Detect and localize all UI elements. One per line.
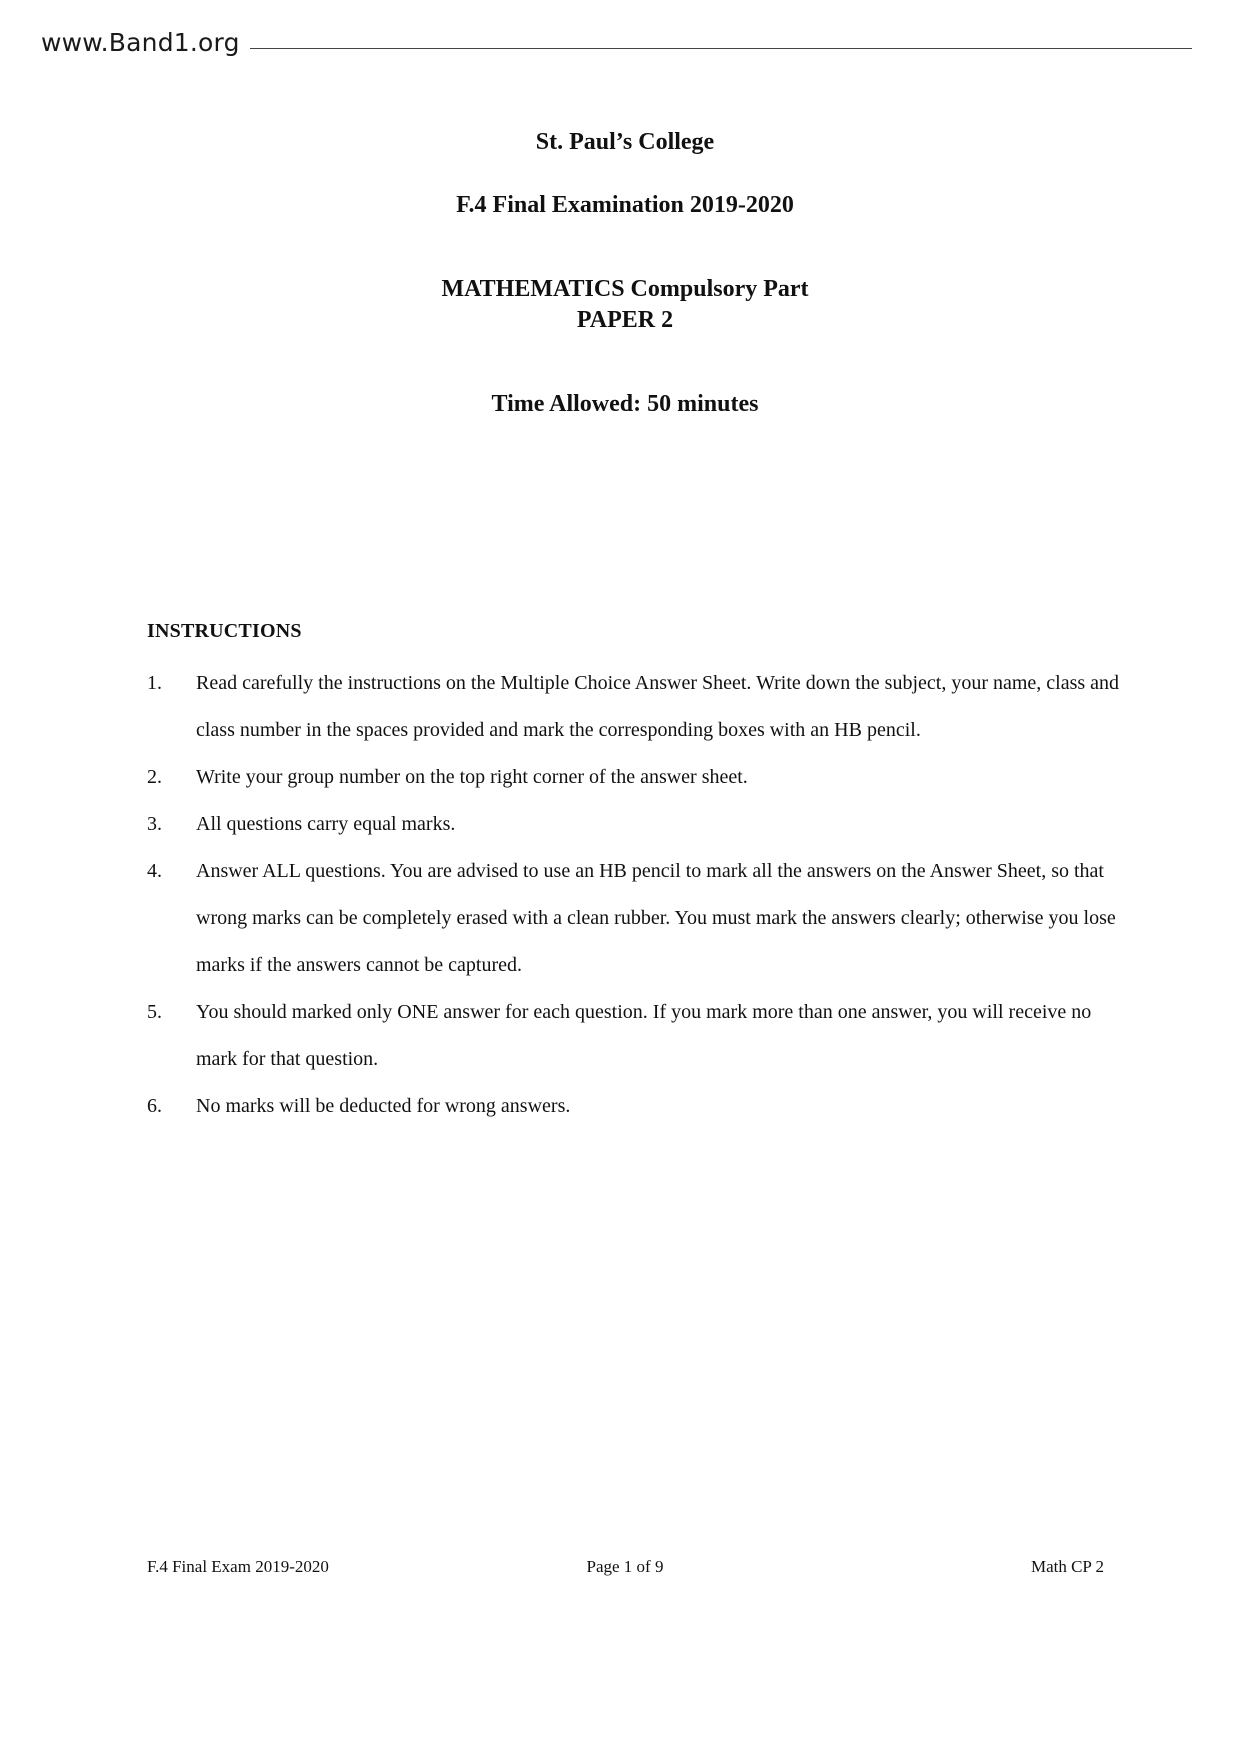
school-name: St. Paul’s College: [535, 129, 715, 155]
instruction-item: [147, 754, 1127, 801]
instruction-number: 3.: [147, 813, 162, 835]
site-url: www.Band1.org: [41, 28, 240, 57]
instruction-item: [147, 989, 1127, 1083]
instruction-item: [147, 801, 1127, 848]
instruction-text: No marks will be deducted for wrong answers.: [196, 1095, 571, 1117]
instructions-list: [147, 660, 1127, 1130]
instruction-number: 4.: [147, 860, 162, 882]
instruction-text: All questions carry equal marks.: [196, 813, 456, 835]
instruction-number: 2.: [147, 766, 162, 788]
instruction-item: [147, 1083, 1127, 1130]
instruction-item: [147, 848, 1127, 989]
subject-title: MATHEMATICS Compulsory Part: [441, 276, 809, 302]
time-allowed: Time Allowed: 50 minutes: [491, 391, 759, 417]
footer-exam-name: F.4 Final Exam 2019-2020: [147, 1557, 329, 1576]
instructions-heading: INSTRUCTIONS: [147, 620, 302, 642]
header-divider: [250, 48, 1192, 49]
instruction-number: 6.: [147, 1095, 162, 1117]
instruction-text: Answer ALL questions. You are advised to use an HB pencil to mark all the answers on the Answer Sheet, so that wrong marks can be completely erased with a clean rubber. You must mark the answers clearly; otherwise you lose marks if the answers cannot be captured.: [196, 860, 1116, 976]
instruction-text: Read carefully the instructions on the Multiple Choice Answer Sheet. Write down the subject, your name, class and class number in the spaces provided and mark the corresponding boxes with an HB pencil.: [196, 672, 1120, 741]
footer-paper-code: Math CP 2: [1030, 1557, 1104, 1576]
instruction-number: 5.: [147, 1001, 162, 1023]
paper-title: PAPER 2: [576, 307, 674, 333]
instructions-section: [147, 620, 1127, 1130]
instruction-item: [147, 660, 1127, 754]
exam-title: F.4 Final Examination 2019-2020: [456, 192, 794, 218]
instruction-number: 1.: [147, 672, 162, 694]
instruction-text: You should marked only ONE answer for each question. If you mark more than one answer, you will receive no mark for that question.: [196, 1001, 1092, 1070]
footer-page-number: Page 1 of 9: [586, 1557, 664, 1576]
instruction-text: Write your group number on the top right corner of the answer sheet.: [196, 766, 748, 788]
